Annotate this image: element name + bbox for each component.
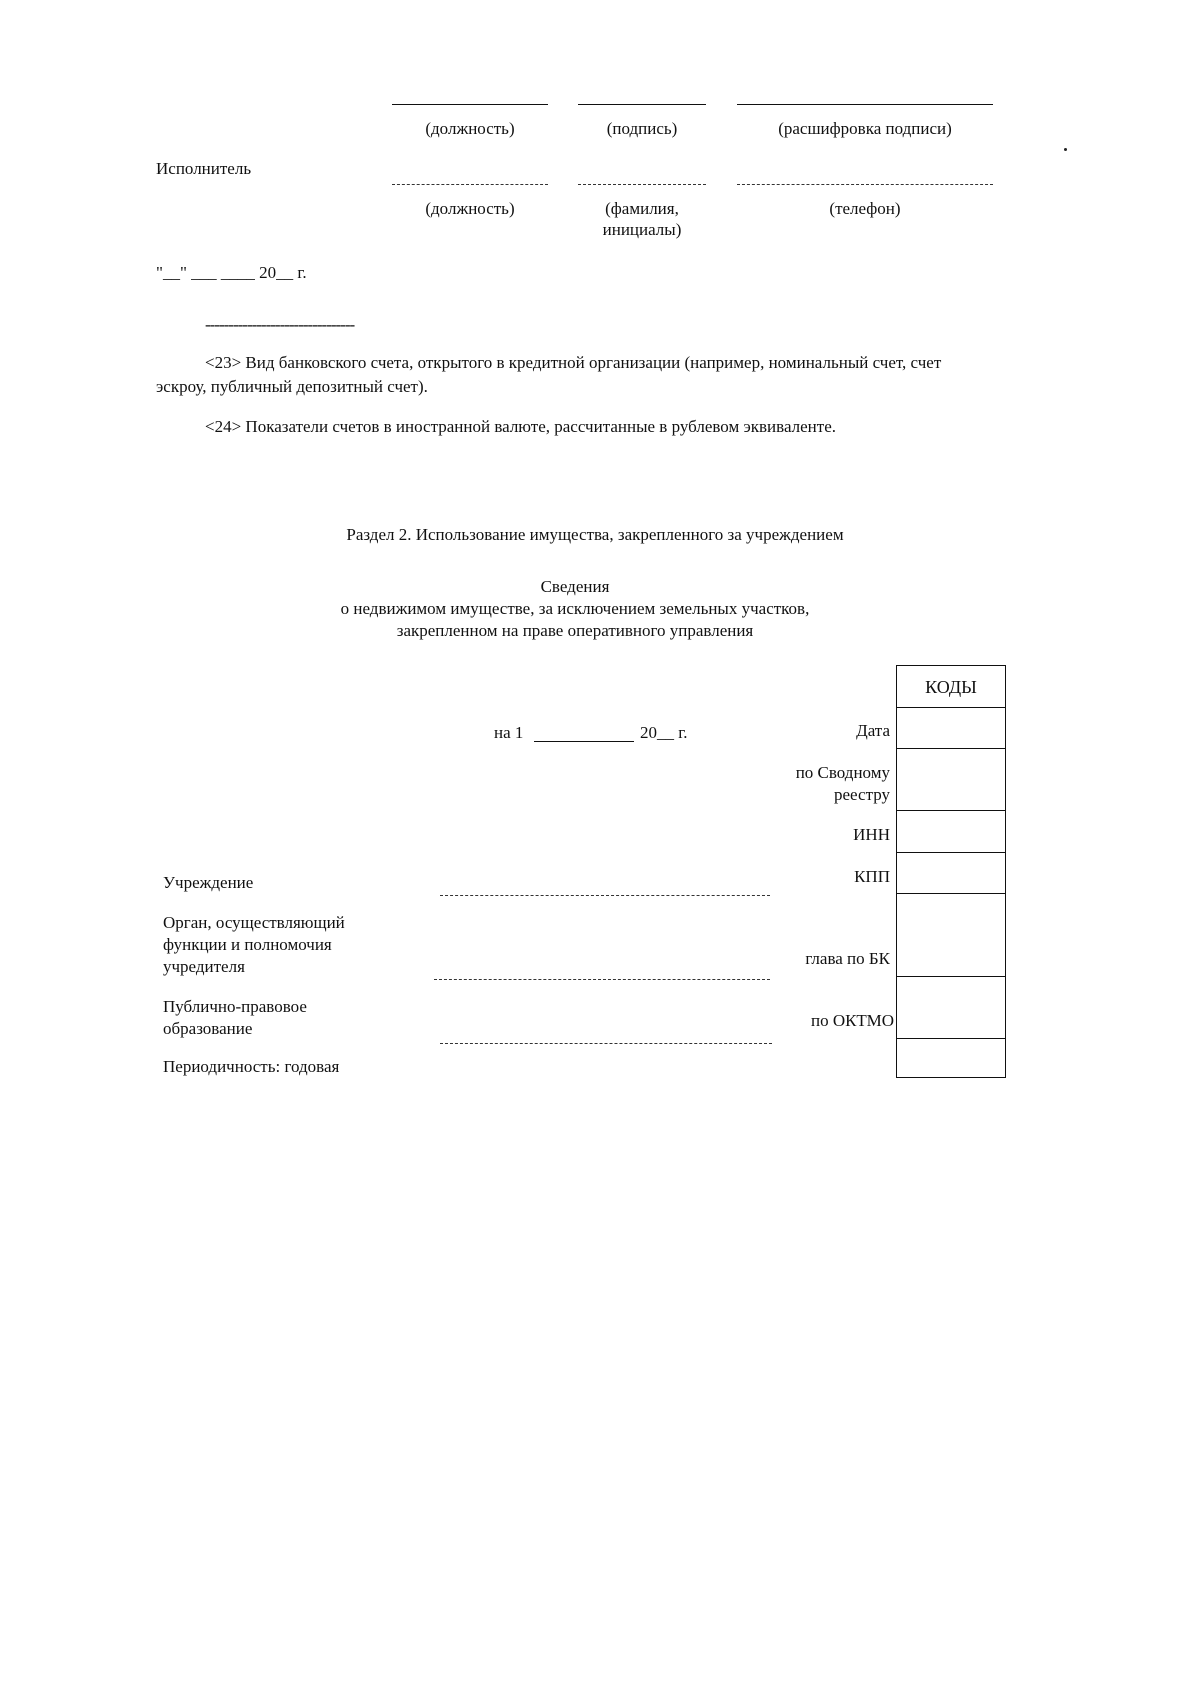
field-public-entity-line [440,1043,772,1044]
executor-name-caption-1: (фамилия, [605,199,679,218]
as-of-year: 20__ г. [640,723,688,742]
field-public-entity-1: Публично-правовое [163,997,307,1016]
code-label-registry-1: по Сводному [795,763,890,782]
info-subtitle-1: о недвижимом имуществе, за исключением земельных участков, [340,599,810,618]
codes-table [896,665,1006,1078]
footnote-23-line1: <23> Вид банковского счета, открытого в кредитной организации (например, номинальный счет, счет [205,353,942,372]
field-periodicity: Периодичность: годовая [163,1057,340,1076]
executor-position-line [392,184,548,185]
code-label-oktmo: по ОКТМО [810,1011,894,1030]
info-title: Сведения [540,577,610,596]
signature-position-line [392,104,548,105]
codes-row-divider [896,810,1006,811]
signature-decoding-line [737,104,993,105]
field-founder-2: функции и полномочия [163,935,332,954]
codes-row-divider [896,852,1006,853]
field-founder-3: учредителя [163,957,245,976]
footnote-separator: -------------------------------- [205,315,355,334]
footnote-23-line2: эскроу, публичный депозитный счет). [156,377,428,396]
codes-row-divider [896,976,1006,977]
codes-row-divider [896,1038,1006,1039]
field-founder-1: Орган, осуществляющий [163,913,345,932]
signing-date: "__" ___ ____ 20__ г. [156,263,307,282]
codes-header: КОДЫ [925,677,977,697]
as-of-prefix: на 1 [494,723,524,742]
executor-position-caption: (должность) [425,199,515,218]
footnote-24: <24> Показатели счетов в иностранной валюте, рассчитанные в рублевом эквиваленте. [205,417,837,436]
signature-decoding-caption: (расшифровка подписи) [778,119,952,138]
executor-name-caption-2: инициалы) [602,220,682,239]
executor-name-line [578,184,706,185]
code-label-bk: глава по БК [805,949,890,968]
executor-phone-line [737,184,993,185]
field-institution: Учреждение [163,873,254,892]
signature-sign-caption: (подпись) [606,119,678,138]
executor-label: Исполнитель [156,159,252,178]
as-of-month-line [534,741,634,742]
code-label-registry-2: реестру [834,785,890,804]
section-title: Раздел 2. Использование имущества, закрепленного за учреждением [346,525,844,544]
info-subtitle-2: закрепленном на праве оперативного управления [396,621,754,640]
code-label-inn: ИНН [853,825,890,844]
field-public-entity-2: образование [163,1019,253,1038]
signature-position-caption: (должность) [425,119,515,138]
codes-row-divider [896,893,1006,894]
field-founder-line [434,979,770,980]
codes-row-divider [896,707,1006,708]
stray-dot [1064,148,1067,151]
code-label-kpp: КПП [854,867,890,886]
field-institution-line [440,895,770,896]
codes-row-divider [896,748,1006,749]
executor-phone-caption: (телефон) [829,199,901,218]
signature-sign-line [578,104,706,105]
code-label-date: Дата [856,721,890,740]
